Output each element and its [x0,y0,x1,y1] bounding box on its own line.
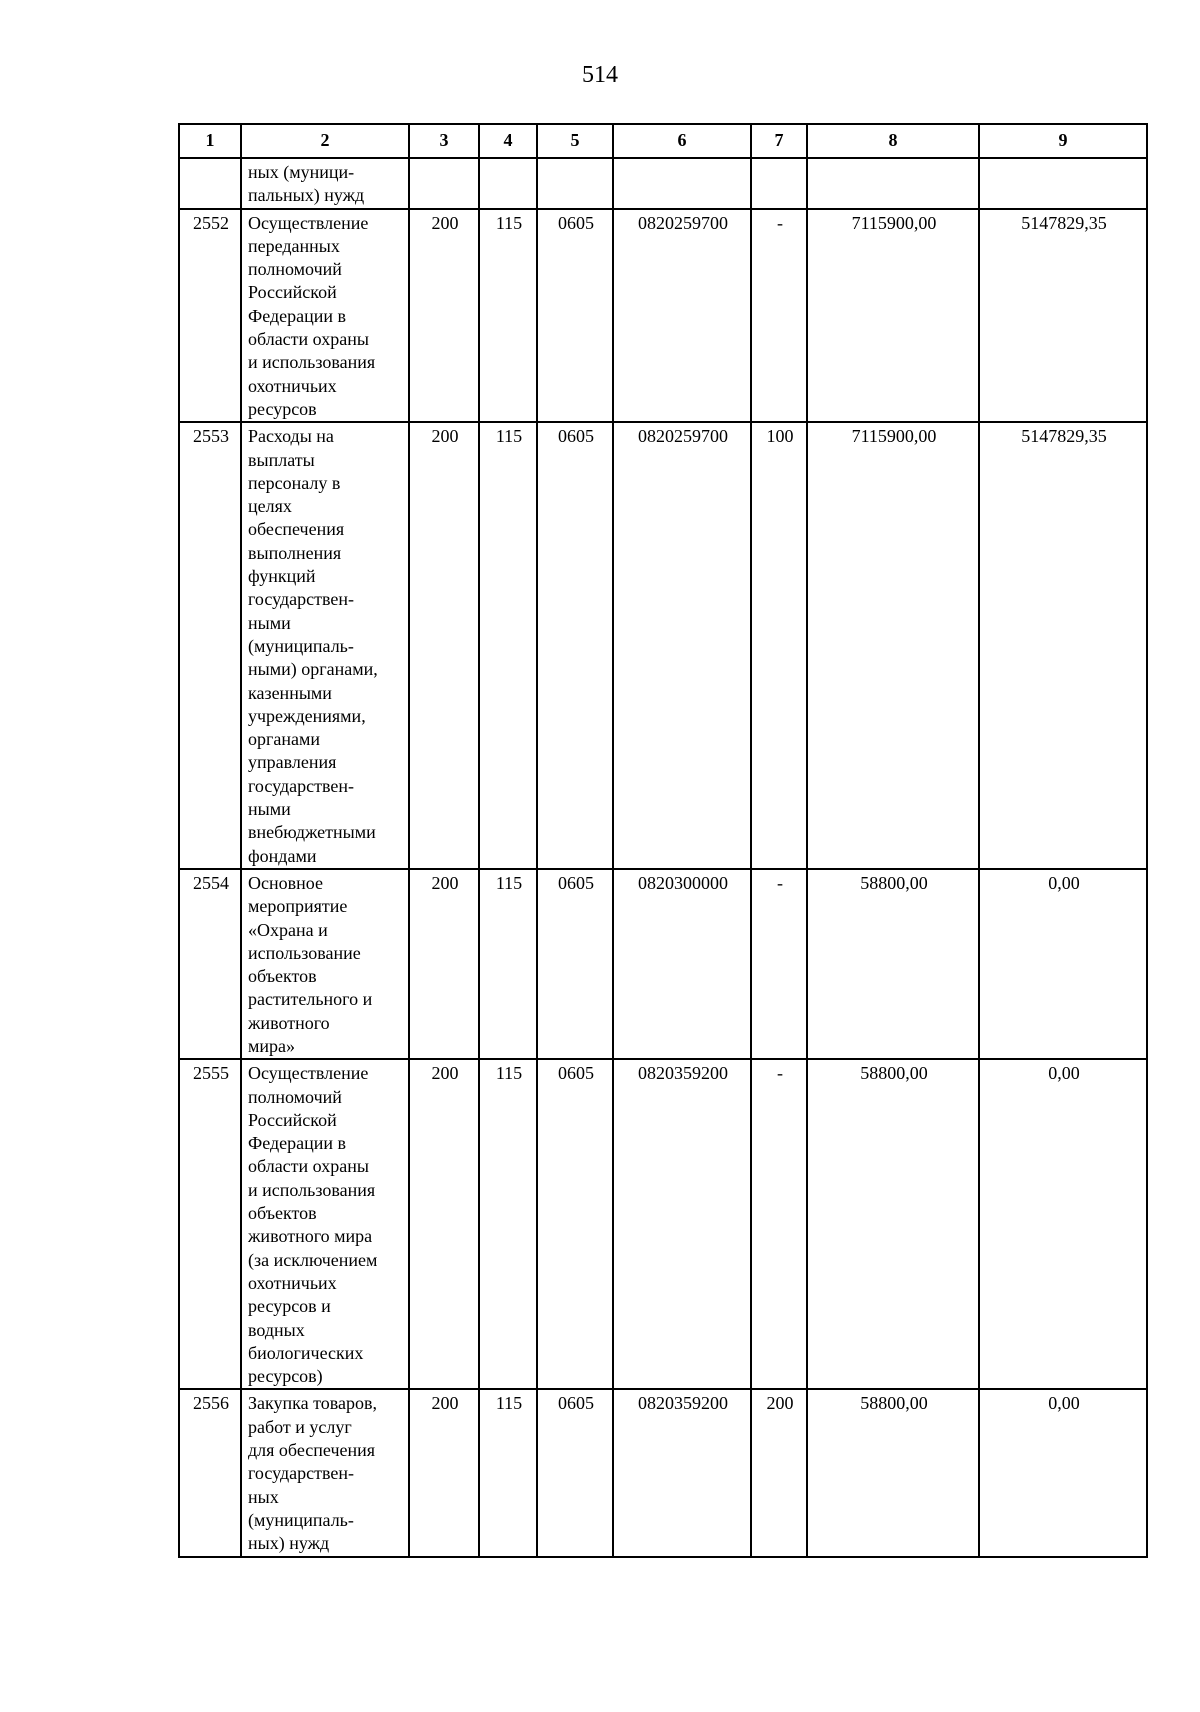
table-row [179,209,1147,423]
cell-text: 5147829,35 [1021,212,1107,233]
col8-cell [807,1389,979,1556]
cell-text: 2554 [193,872,229,893]
cell-text: 2552 [193,212,229,233]
col7-cell [751,1059,807,1389]
col7-cell [751,422,807,869]
cell-text: 200 [431,426,459,447]
col3-cell [409,869,479,1059]
row-name-cell [241,158,409,209]
row-name-cell [241,869,409,1059]
row-name-cell [241,1389,409,1556]
col8-cell [807,869,979,1059]
row-name-cell [241,422,409,869]
cell-text: 200 [431,872,459,893]
cell-text: - [777,1063,783,1084]
column-header: 5 [537,124,613,158]
cell-text: 58800,00 [860,872,928,893]
row-number-cell [179,209,241,423]
table-row [179,869,1147,1059]
row-number-cell [179,869,241,1059]
col3-cell [409,422,479,869]
cell-text: 0605 [558,1393,594,1414]
cell-text: 200 [766,1393,794,1414]
col4-cell [479,209,537,423]
column-header: 4 [479,124,537,158]
col6-cell [613,422,751,869]
budget-table [178,123,1148,1558]
cell-text: 5147829,35 [1021,426,1107,447]
col7-cell [751,158,807,209]
row-name-cell [241,1059,409,1389]
row-name-cell [241,209,409,423]
col9-cell [979,158,1147,209]
cell-text: Осуществление переданных полномочий Российской Федерации в области охраны и использования охотничьих ресурсов [248,212,376,419]
column-header: 2 [241,124,409,158]
col8-cell [807,158,979,209]
col9-cell [979,869,1147,1059]
cell-text: Расходы на выплаты персоналу в целях обеспечения выполнения функций государствен- ными (муниципаль- ными) органами, казенными учреждениями, органами управления государствен- ными внебюджетными фондами [248,426,378,866]
col6-cell [613,1059,751,1389]
cell-text: Закупка товаров, работ и услуг для обеспечения государствен- ных (муниципаль- ных) нужд [248,1393,377,1554]
cell-text: 0605 [558,1063,594,1084]
cell-text: 115 [495,212,523,233]
cell-text: 58800,00 [860,1063,928,1084]
cell-text: 115 [495,1393,523,1414]
col9-cell [979,422,1147,869]
cell-text: 115 [495,872,523,893]
table-row [179,1059,1147,1389]
cell-text: - [777,872,783,893]
table-row [179,1389,1147,1556]
col9-cell [979,209,1147,423]
cell-text: 2556 [193,1393,229,1414]
row-number-cell [179,1389,241,1556]
cell-text: 200 [431,212,459,233]
cell-text: 2555 [193,1063,229,1084]
col3-cell [409,1389,479,1556]
col6-cell [613,1389,751,1556]
cell-text: - [777,212,783,233]
cell-text: 0605 [558,212,594,233]
column-header: 9 [979,124,1147,158]
col4-cell [479,422,537,869]
table-row [179,422,1147,869]
cell-text: 0,00 [1048,872,1080,893]
cell-text: 0820300000 [638,872,728,893]
col4-cell [479,1389,537,1556]
cell-text: 0605 [558,426,594,447]
col4-cell [479,869,537,1059]
cell-text: ных (муници- пальных) нужд [248,162,365,206]
cell-text: 7115900,00 [851,212,937,233]
column-header: 7 [751,124,807,158]
table-header-row [179,124,1147,158]
cell-text: 58800,00 [860,1393,928,1414]
col5-cell [537,1059,613,1389]
cell-text: 200 [431,1063,459,1084]
col5-cell [537,1389,613,1556]
cell-text: 0820259700 [638,426,728,447]
col7-cell [751,1389,807,1556]
cell-text: 115 [495,426,523,447]
cell-text: Основное мероприятие «Охрана и использование объектов растительного и животного мира» [248,872,373,1056]
col5-cell [537,422,613,869]
col5-cell [537,209,613,423]
col6-cell [613,158,751,209]
cell-text: 200 [431,1393,459,1414]
cell-text: Осуществление полномочий Российской Федерации в области охраны и использования объектов животного мира (за исключением охотничьих ресурсов и водных биологических ресурсов) [248,1063,378,1387]
row-number-cell [179,422,241,869]
column-header: 8 [807,124,979,158]
col8-cell [807,1059,979,1389]
col6-cell [613,209,751,423]
table-row [179,158,1147,209]
cell-text: 0820259700 [638,212,728,233]
cell-text: 7115900,00 [851,426,937,447]
page-number: 514 [582,62,618,88]
col5-cell [537,869,613,1059]
cell-text: 0820359200 [638,1393,728,1414]
row-number-cell [179,158,241,209]
col8-cell [807,209,979,423]
cell-text: 0605 [558,872,594,893]
cell-text: 100 [766,426,794,447]
col9-cell [979,1059,1147,1389]
col3-cell [409,158,479,209]
col8-cell [807,422,979,869]
col4-cell [479,158,537,209]
col7-cell [751,869,807,1059]
column-header: 6 [613,124,751,158]
col9-cell [979,1389,1147,1556]
cell-text: 115 [495,1063,523,1084]
col3-cell [409,1059,479,1389]
col3-cell [409,209,479,423]
cell-text: 0,00 [1048,1063,1080,1084]
cell-text: 0,00 [1048,1393,1080,1414]
col4-cell [479,1059,537,1389]
row-number-cell [179,1059,241,1389]
cell-text: 2553 [193,426,229,447]
column-header: 1 [179,124,241,158]
col7-cell [751,209,807,423]
col6-cell [613,869,751,1059]
cell-text: 0820359200 [638,1063,728,1084]
col5-cell [537,158,613,209]
column-header: 3 [409,124,479,158]
